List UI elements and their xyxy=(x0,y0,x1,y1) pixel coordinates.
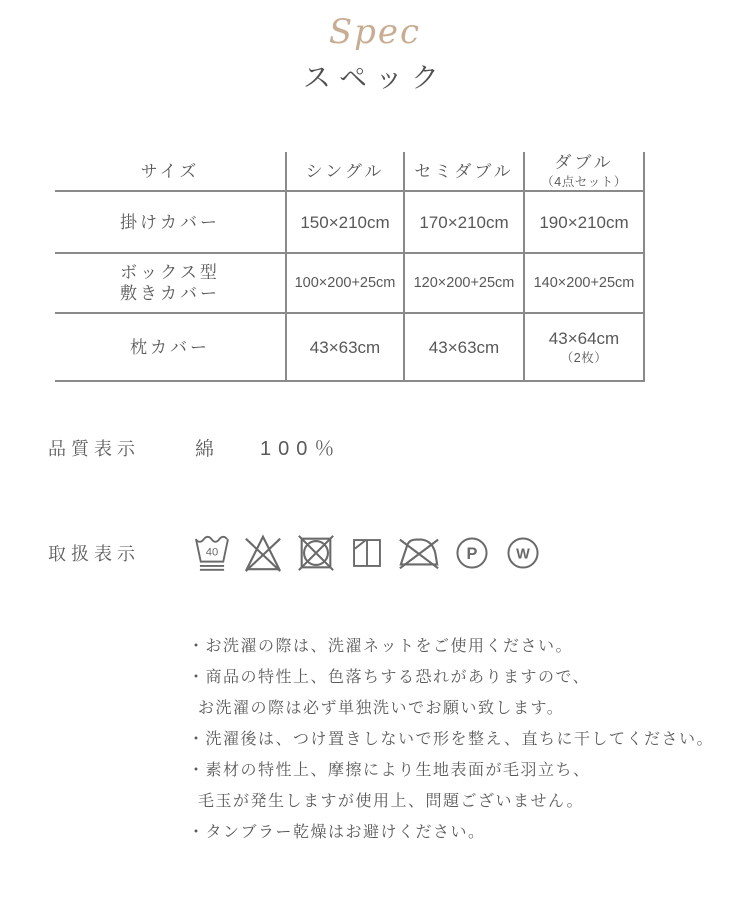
quality-label: 品質表示 xyxy=(48,439,140,460)
note-line: ・商品の特性上、色落ちする恐れがありますので、 xyxy=(188,669,591,687)
care-icons xyxy=(193,529,543,577)
note-line: ・洗濯後は、つけ置きしないで形を整え、直ちに干してください。 xyxy=(188,731,714,749)
quality-section xyxy=(48,432,750,461)
table-row-label-duvet-cover: 掛けカバー xyxy=(55,192,287,254)
table-header-double xyxy=(525,152,645,192)
svg-text:P: P xyxy=(466,545,478,564)
box-sheet-label-line1: ボックス型 xyxy=(120,263,220,283)
wash-40-very-mild-icon xyxy=(193,529,231,577)
pillow-double-count: （2枚） xyxy=(560,350,608,365)
quality-value: 100％ xyxy=(260,438,342,461)
dry-clean-p-icon xyxy=(452,529,492,577)
care-label: 取扱表示 xyxy=(48,544,140,565)
section-script-label: Spec xyxy=(328,12,422,52)
svg-text:W: W xyxy=(516,546,530,563)
table-cell-pillow-double xyxy=(525,314,645,382)
page-title: スペック xyxy=(302,62,447,94)
hang-dry-in-shade-icon xyxy=(348,529,386,577)
table-cell-box-semidouble: 120×200+25cm xyxy=(405,254,525,314)
table-cell-pillow-semidouble: 43×63cm xyxy=(405,314,525,382)
quality-material: 綿 xyxy=(195,439,217,461)
size-table xyxy=(55,152,645,382)
table-header-size: サイズ xyxy=(55,152,287,192)
table-row-label-box-sheet xyxy=(55,254,287,314)
table-cell-box-double: 140×200+25cm xyxy=(525,254,645,314)
note-line: ・お洗濯の際は、洗濯ネットをご使用ください。 xyxy=(188,638,574,656)
note-line: ・タンブラー乾燥はお避けください。 xyxy=(188,824,486,842)
table-cell-duvet-single: 150×210cm xyxy=(287,192,405,254)
care-notes xyxy=(188,631,750,848)
box-sheet-label-line2: 敷きカバー xyxy=(120,284,220,304)
no-tumble-dry-icon xyxy=(295,529,337,577)
note-line-continuation: 毛玉が発生しますが使用上、問題ございません。 xyxy=(198,793,584,811)
table-header-double-label: ダブル xyxy=(554,153,614,173)
wet-clean-w-icon xyxy=(503,529,543,577)
table-header-single: シングル xyxy=(287,152,405,192)
note-line: ・素材の特性上、摩擦により生地表面が毛羽立ち、 xyxy=(188,762,591,780)
no-iron-icon xyxy=(397,529,441,577)
table-header-double-sub: （4点セット） xyxy=(541,174,627,189)
table-cell-duvet-semidouble: 170×210cm xyxy=(405,192,525,254)
svg-text:40: 40 xyxy=(205,546,219,559)
table-cell-duvet-double: 190×210cm xyxy=(525,192,645,254)
note-line-continuation: お洗濯の際は必ず単独洗いでお願い致します。 xyxy=(198,700,565,718)
care-section xyxy=(48,529,750,577)
no-bleach-icon xyxy=(242,529,284,577)
table-row-label-pillow-cover: 枕カバー xyxy=(55,314,287,382)
table-cell-box-single: 100×200+25cm xyxy=(287,254,405,314)
table-header-semidouble: セミダブル xyxy=(405,152,525,192)
table-cell-pillow-single: 43×63cm xyxy=(287,314,405,382)
pillow-double-size: 43×64cm xyxy=(548,329,620,349)
